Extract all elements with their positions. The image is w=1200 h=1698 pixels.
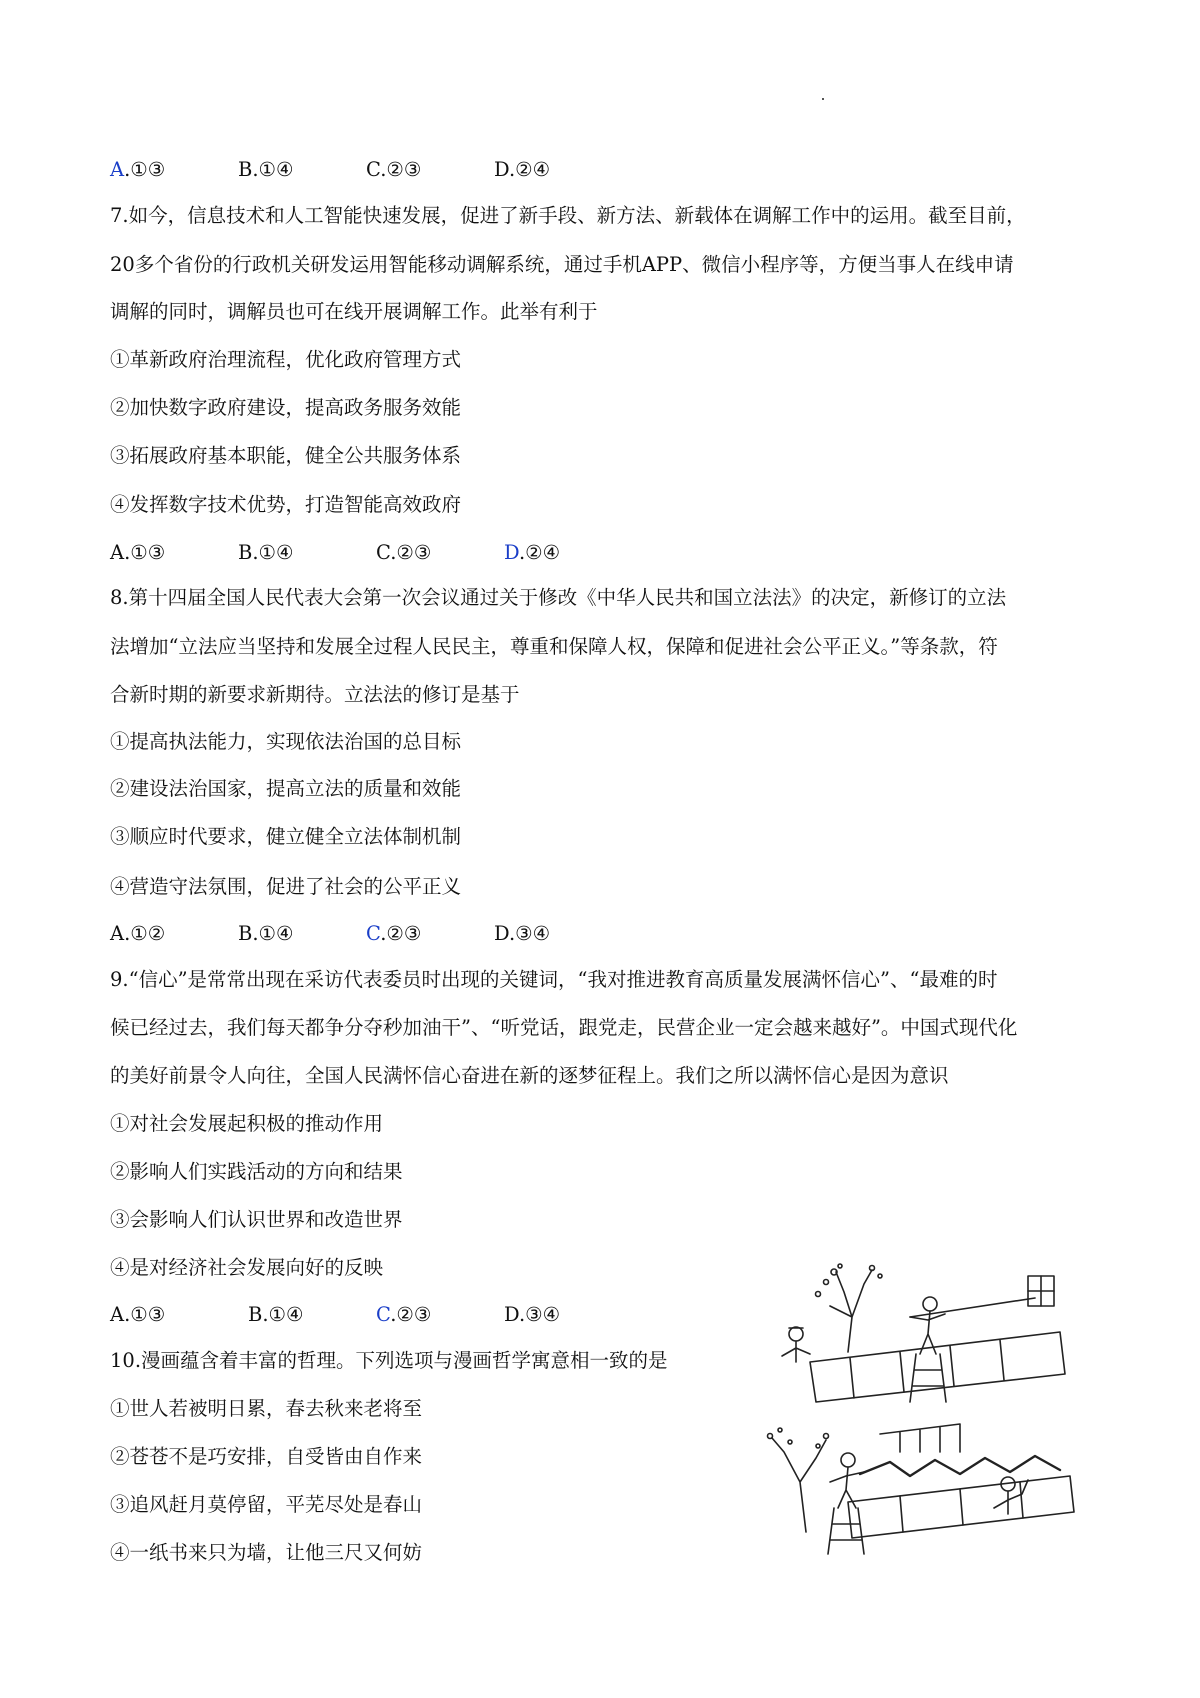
q7-option-a[interactable]: A.①③ <box>110 541 166 564</box>
q9-option-a[interactable]: A.①③ <box>110 1303 166 1326</box>
q9-option-c[interactable]: C.②③ <box>376 1303 432 1326</box>
q7-option-d[interactable]: D.②④ <box>504 541 561 564</box>
q8-option-c[interactable]: C.②③ <box>366 922 422 945</box>
q8-stem-line-2: 法增加“立法应当坚持和发展全过程人民民主，尊重和保障人权，保障和促进社会公平正义。”等条款，符 <box>110 635 998 658</box>
q7-item-3: ③拓展政府基本职能，健全公共服务体系 <box>110 444 462 467</box>
q8-item-2: ②建设法治国家，提高立法的质量和效能 <box>110 777 462 800</box>
q7-stem-line-3: 调解的同时，调解员也可在线开展调解工作。此举有利于 <box>110 300 598 323</box>
q8-option-d[interactable]: D.③④ <box>494 922 551 945</box>
q10-item-2: ②苍苍不是巧安排，自受皆由自作来 <box>110 1445 423 1468</box>
q10-item-1: ①世人若被明日累，春去秋来老将至 <box>110 1397 423 1420</box>
q9-stem-line-1: 9.“信心”是常常出现在采访代表委员时出现的关键词，“我对推进教育高质量发展满怀信心”、“最难的时 <box>110 968 998 991</box>
q6-option-b[interactable]: B.①④ <box>238 158 294 181</box>
q9-option-b[interactable]: B.①④ <box>248 1303 304 1326</box>
q8-option-a[interactable]: A.①② <box>110 922 166 945</box>
q7-option-b[interactable]: B.①④ <box>238 541 294 564</box>
q8-stem-line-1: 8.第十四届全国人民代表大会第一次会议通过关于修改《中华人民共和国立法法》的决定，新修订的立法 <box>110 586 1007 609</box>
q6-option-d[interactable]: D.②④ <box>494 158 551 181</box>
q9-item-1: ①对社会发展起积极的推动作用 <box>110 1112 384 1135</box>
q6-option-c[interactable]: C.②③ <box>366 158 422 181</box>
q10-stem-line-1: 10.漫画蕴含着丰富的哲理。下列选项与漫画哲学寓意相一致的是 <box>110 1349 668 1372</box>
q7-option-c[interactable]: C.②③ <box>376 541 432 564</box>
q7-item-4: ④发挥数字技术优势，打造智能高效政府 <box>110 493 462 516</box>
q10-item-3: ③追风赶月莫停留，平芜尽处是春山 <box>110 1493 423 1516</box>
q9-item-3: ③会影响人们认识世界和改造世界 <box>110 1208 403 1231</box>
q8-item-1: ①提高执法能力，实现依法治国的总目标 <box>110 730 462 753</box>
q9-item-4: ④是对经济社会发展向好的反映 <box>110 1256 384 1279</box>
stray-dot <box>822 98 824 100</box>
q8-option-b[interactable]: B.①④ <box>238 922 294 945</box>
comic-panel-bottom <box>768 1424 1075 1554</box>
q6-option-a[interactable]: A.①③ <box>110 158 166 181</box>
q7-stem-line-2: 20多个省份的行政机关研发运用智能移动调解系统，通过手机APP、微信小程序等，方便当事人在线申请 <box>110 253 1014 276</box>
q10-item-4: ④一纸书来只为墙，让他三尺又何妨 <box>110 1541 423 1564</box>
q9-stem-line-2: 候已经过去，我们每天都争分夺秒加油干”、“听党话，跟党走，民营企业一定会越来越好”。中国式现代化 <box>110 1016 1018 1039</box>
q8-item-4: ④营造守法氛围，促进了社会的公平正义 <box>110 875 462 898</box>
q8-item-3: ③顺应时代要求，健立健全立法体制机制 <box>110 825 462 848</box>
comic-illustration <box>760 1262 1096 1562</box>
q9-item-2: ②影响人们实践活动的方向和结果 <box>110 1160 403 1183</box>
q9-stem-line-3: 的美好前景令人向往，全国人民满怀信心奋进在新的逐梦征程上。我们之所以满怀信心是因为意识 <box>110 1064 949 1087</box>
q8-stem-line-3: 合新时期的新要求新期待。立法法的修订是基于 <box>110 683 520 706</box>
q7-item-1: ①革新政府治理流程，优化政府管理方式 <box>110 348 462 371</box>
comic-panel-top <box>782 1264 1065 1402</box>
q7-stem-line-1: 7.如今，信息技术和人工智能快速发展，促进了新手段、新方法、新载体在调解工作中的运用。截至目前， <box>110 204 1026 227</box>
q7-item-2: ②加快数字政府建设，提高政务服务效能 <box>110 396 462 419</box>
q9-option-d[interactable]: D.③④ <box>504 1303 561 1326</box>
